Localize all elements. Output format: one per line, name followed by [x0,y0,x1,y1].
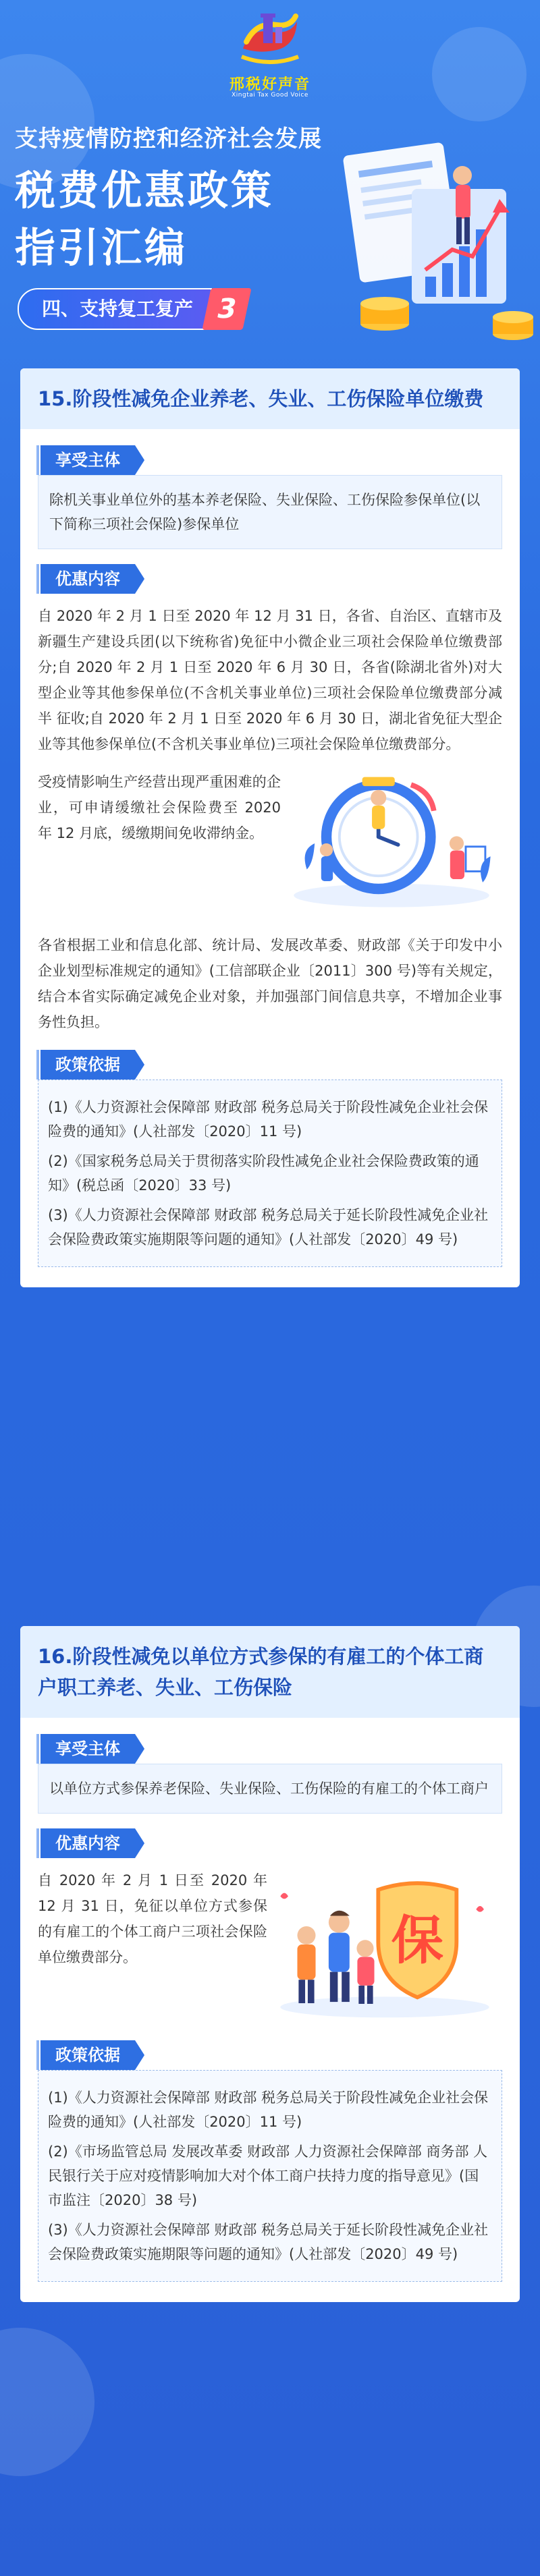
header-subtitle: 支持疫情防控和经济社会发展 [15,125,322,152]
logo-mark-icon [236,8,304,69]
policy-card-15 [20,368,520,1287]
section-label-basis: 政策依据 [40,2040,135,2070]
policy-basis-list [38,2070,502,2282]
family-illustration-icon [267,1868,502,2023]
policy-basis-item: (3)《人力资源社会保障部 财政部 税务总局关于延长阶段性减免企业社会保险费政策实施期限等问题的通知》(人社部发〔2020〕49 号) [48,2222,489,2262]
policy-basis-item: (2)《国家税务总局关于贯彻落实阶段性减免企业社会保险费政策的通知》(税总函〔2020〕33 号) [48,1153,479,1194]
policy-basis-item: (1)《人力资源社会保障部 财政部 税务总局关于阶段性减免企业社会保险费的通知》(人社部发〔2020〕11 号) [48,1099,489,1140]
section-label-beneficiary: 享受主体 [40,1734,135,1764]
content-paragraph: 各省根据工业和信息化部、统计局、发展改革委、财政部《关于印发中小企业划型标准规定的通知》(工信部联企业〔2011〕300 号)等有关规定，结合本省实际确定减免企业对象，并加强部门间信息共享，不增加企业事务性负担。 [38,937,502,1030]
logo [216,0,324,101]
header-title-line2: 指引汇编 [15,225,188,272]
section-label-basis: 政策依据 [40,1050,135,1080]
card-body [20,1718,520,2302]
content-with-illustration [38,1868,502,2025]
section-tag [18,289,247,329]
card-body [20,429,520,1287]
section-label-content: 优惠内容 [40,1828,135,1858]
policy-basis-item: (2)《市场监管总局 发展改革委 财政部 人力资源社会保障部 商务部 人民银行关于应对疫情影响加大对个体工商户扶持力度的指导意见》(国市监注〔2020〕38 号) [48,2144,488,2208]
policy-card-16 [20,1626,520,2302]
section-label-content: 优惠内容 [40,564,135,594]
logo-subtitle: Xingtai Tax Good Voice [232,92,308,99]
content-with-illustration [38,769,502,920]
section-label-beneficiary: 享受主体 [40,445,135,475]
section-tag-label: 四、支持复工复产 [18,288,212,330]
card-title: 15.阶段性减免企业养老、失业、工伤保险单位缴费 [20,368,520,429]
bao-character: 保 [391,1910,444,1971]
family-illustration [267,1868,502,2025]
bg-bubble [0,2328,94,2476]
content-paragraph: 自 2020 年 2 月 1 日至 2020 年 12 月 31 日，各省、自治区、直辖市及新疆生产建设兵团(以下统称省)免征中小微企业三项社会保险单位缴费部分;自 2020 年 2 月 1 日至 2020 年 6 月 30 日，各省(除湖北省外)对大型企业等其他参保单位(不含机关事业单位)三项社会保险单位缴费部分减半 征收;自 2020 年 2 月 1 日至 2020 年 6 月 30 日，湖北省免征大型企业等其他参保单位(不含机关事业单位)三项社会保险单位缴费部分。 [38,608,502,752]
clock-illustration [281,769,502,920]
policy-basis-item: (3)《人力资源社会保障部 财政部 税务总局关于延长阶段性减免企业社会保险费政策实施期限等问题的通知》(人社部发〔2020〕49 号) [48,1207,489,1248]
policy-basis-item: (1)《人力资源社会保障部 财政部 税务总局关于阶段性减免企业社会保险费的通知》(人社部发〔2020〕11 号) [48,2090,489,2130]
beneficiary-box: 以单位方式参保养老保险、失业保险、工伤保险的有雇工的个体工商户 [38,1764,502,1814]
beneficiary-box: 除机关事业单位外的基本养老保险、失业保险、工伤保险参保单位(以下简称三项社会保险)参保单位 [38,475,502,549]
content-paragraph: 受疫情影响生产经营出现严重困难的企业，可申请缓缴社会保险费至 2020 年 12 月底，缓缴期间免收滞纳金。 [38,774,281,841]
hero-illustration [324,101,540,358]
content-paragraph: 自 2020 年 2 月 1 日至 2020 年 12 月 31 日，免征以单位方式参保的有雇工的个体工商户三项社会保险单位缴费部分。 [38,1872,267,1965]
card-title: 16.阶段性减免以单位方式参保的有雇工的个体工商户职工养老、失业、工伤保险 [20,1626,520,1718]
header-title-line1: 税费优惠政策 [15,167,274,215]
clock-illustration-icon [281,769,502,918]
section-tag-number: 3 [202,288,251,330]
logo-title: 邢税好声音 [229,76,310,93]
policy-basis-list [38,1080,502,1267]
